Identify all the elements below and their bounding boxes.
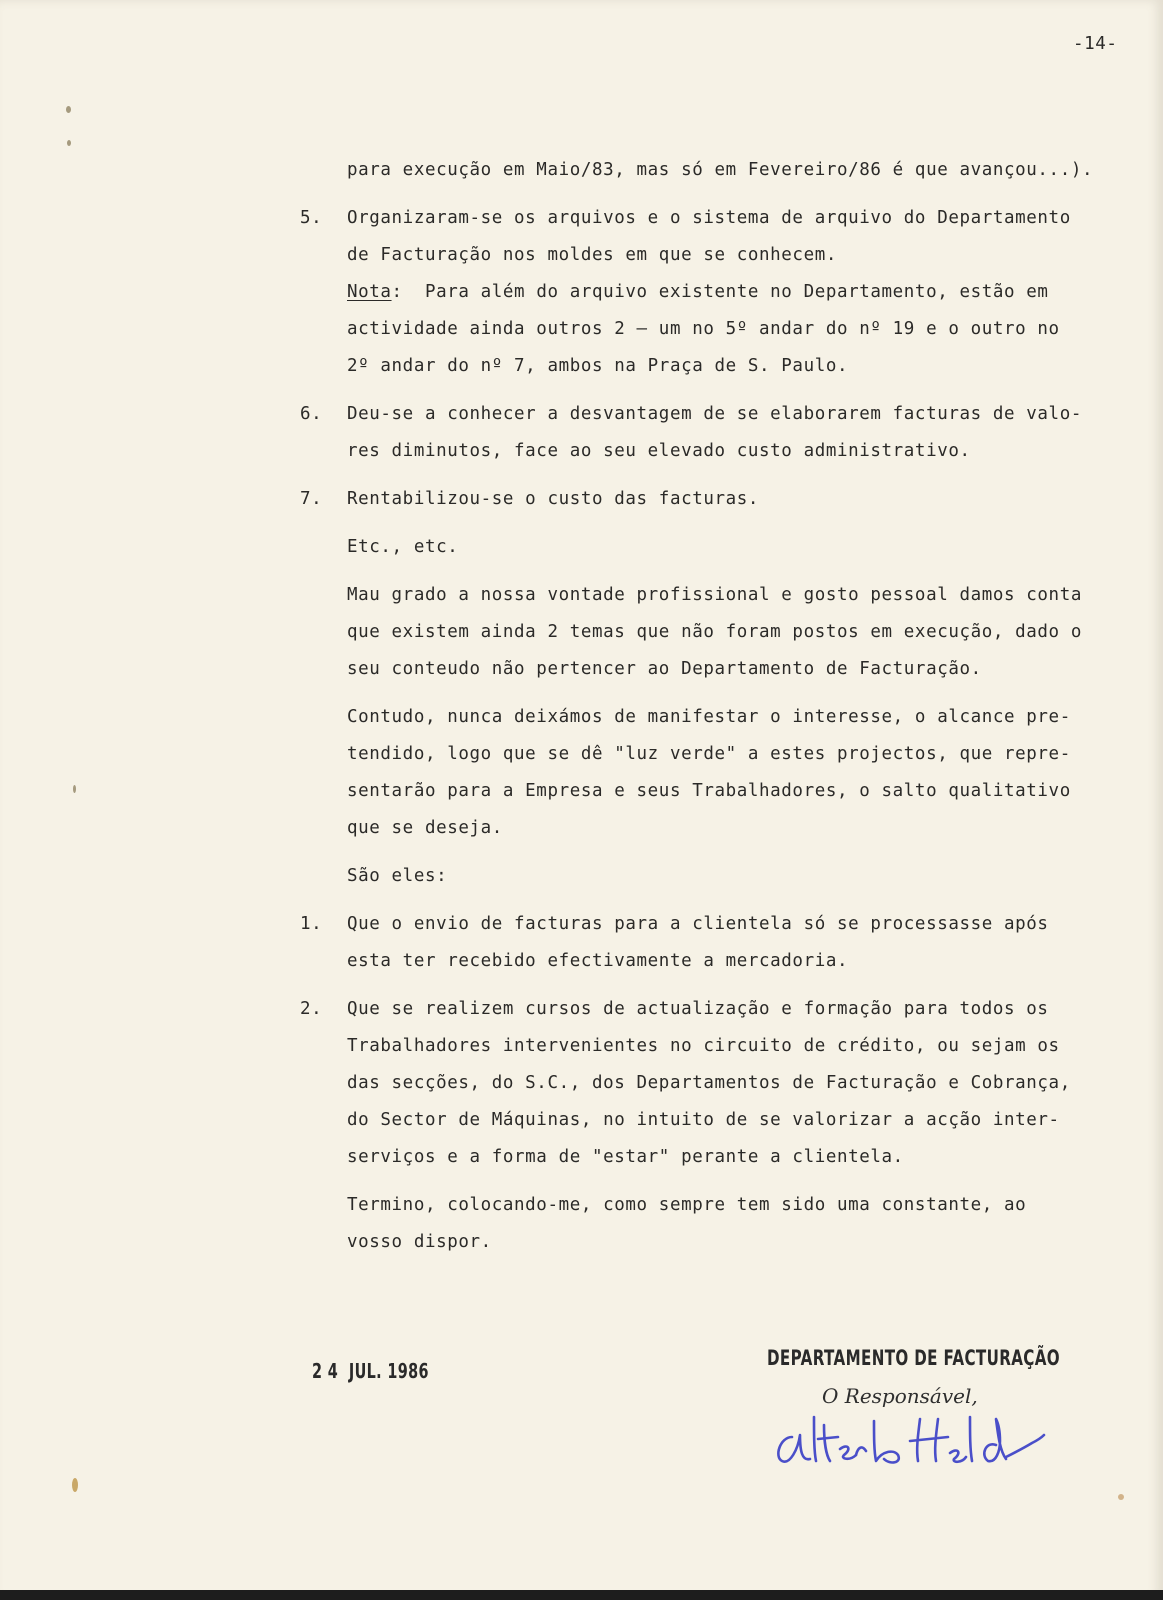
body-line: Organizaram-se os arquivos e o sistema de arquivo do Departamento (347, 208, 1071, 228)
list-number: 6. (300, 404, 323, 424)
body-line: do Sector de Máquinas, no intuito de se valorizar a acção inter- (347, 1110, 1060, 1130)
list-number: 7. (300, 489, 323, 509)
paper-speck (66, 106, 71, 113)
body-line: que se deseja. (347, 818, 503, 838)
body-line: sentarão para a Empresa e seus Trabalhadores, o salto qualitativo (347, 781, 1071, 801)
body-line: Que se realizem cursos de actualização e formação para todos os (347, 999, 1049, 1019)
body-line: para execução em Maio/83, mas só em Fevereiro/86 é que avançou...). (347, 160, 1094, 180)
handwritten-signature (770, 1405, 1050, 1475)
body-line: seu conteudo não pertencer ao Departamento de Facturação. (347, 659, 982, 679)
body-line: de Facturação nos moldes em que se conhecem. (347, 245, 837, 265)
body-line: Mau grado a nossa vontade profissional e gosto pessoal damos conta (347, 585, 1082, 605)
body-line: Que o envio de facturas para a clientela só se processasse após (347, 914, 1049, 934)
note-line (347, 282, 1049, 302)
body-line: res diminutos, face ao seu elevado custo administrativo. (347, 441, 971, 461)
note-label: Nota (347, 282, 392, 302)
body-line: vosso dispor. (347, 1232, 492, 1252)
list-number: 1. (300, 914, 323, 934)
body-line: das secções, do S.C., dos Departamentos de Facturação e Cobrança, (347, 1073, 1071, 1093)
body-line: 2º andar do nº 7, ambos na Praça de S. Paulo. (347, 356, 849, 376)
paper-speck (72, 1478, 78, 1492)
paper-speck (73, 785, 76, 793)
body-line: tendido, logo que se dê "luz verde" a estes projectos, que repre- (347, 744, 1071, 764)
date-stamp: 2 4 JUL. 1986 (312, 1359, 429, 1383)
paper-speck (67, 140, 71, 146)
scan-edge (0, 1590, 1163, 1600)
list-number: 2. (300, 999, 323, 1019)
page-number: -14- (1073, 34, 1118, 54)
body-line: São eles: (347, 866, 448, 886)
body-line: Rentabilizou-se o custo das facturas. (347, 489, 760, 509)
body-line: esta ter recebido efectivamente a mercadoria. (347, 951, 849, 971)
body-line: actividade ainda outros 2 — um no 5º andar do nº 19 e o outro no (347, 319, 1060, 339)
body-line: Deu-se a conhecer a desvantagem de se elaborarem facturas de valo- (347, 404, 1082, 424)
body-line: que existem ainda 2 temas que não foram postos em execução, dado o (347, 622, 1082, 642)
paper-speck (1118, 1494, 1124, 1500)
department-stamp: DEPARTAMENTO DE FACTURAÇÃO (767, 1346, 1061, 1370)
body-line: Trabalhadores intervenientes no circuito de crédito, ou sejam os (347, 1036, 1060, 1056)
body-line: serviços e a forma de "estar" perante a clientela. (347, 1147, 904, 1167)
role-stamp: O Responsável, (822, 1384, 978, 1408)
body-line: Termino, colocando-me, como sempre tem sido uma constante, ao (347, 1195, 1027, 1215)
body-line: Etc., etc. (347, 537, 459, 557)
note-text: : Para além do arquivo existente no Departamento, estão em (391, 282, 1049, 302)
body-line: Contudo, nunca deixámos de manifestar o interesse, o alcance pre- (347, 707, 1071, 727)
list-number: 5. (300, 208, 323, 228)
